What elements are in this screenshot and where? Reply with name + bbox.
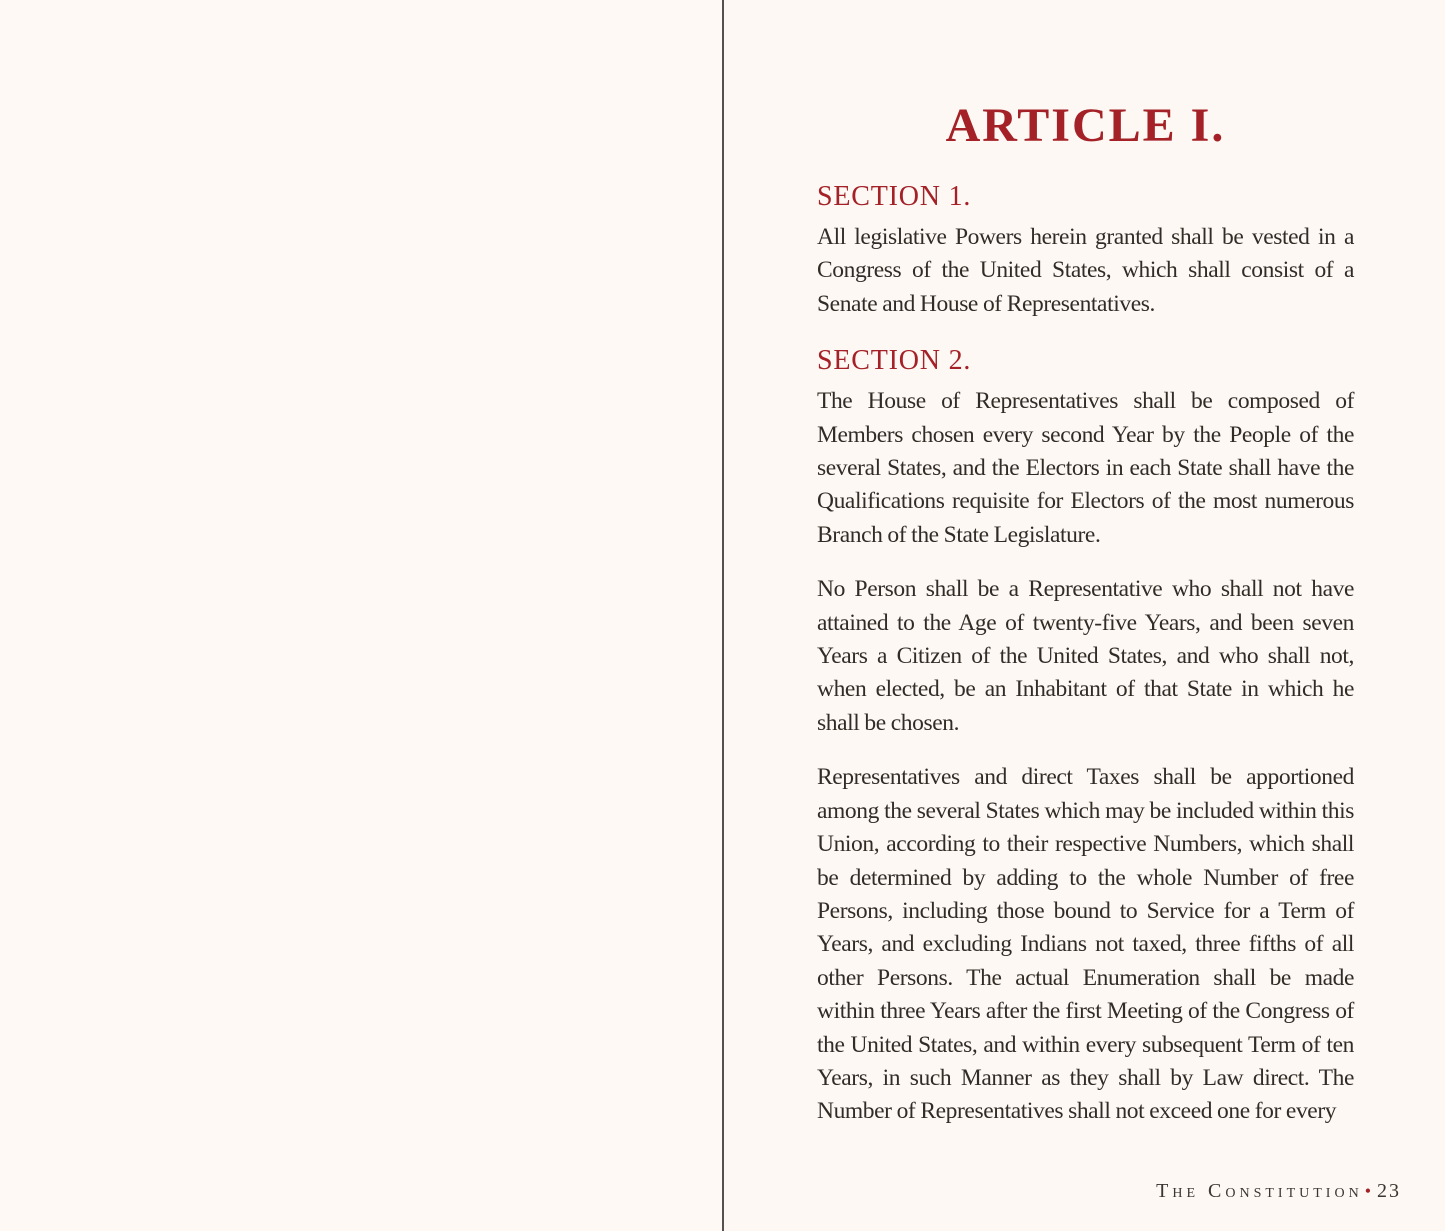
section-2-paragraph-2: No Person shall be a Representative who shall not have attained to the Age of twenty-five Years, and been seven Years a Citizen of the United States, and who shall not, when elected, be an Inhabitant of that State in which he shall be chosen. [817,576,1354,736]
article-title: ARTICLE I. [945,99,1226,152]
section-2-paragraph-3: Representatives and direct Taxes shall be apportioned among the several States which may be included within this Union, according to their respective Numbers, which shall be determined by adding to the whole Number of free Persons, including those bound to Service for a Term of Years, and excluding Indians not taxed, three fifths of all other Persons. The actual Enumeration shall be made within three Years after the first Meeting of the Congress of the United States, and within every subsequent Term of ten Years, in such Manner as they shall by Law direct. The Number of Representatives shall not exceed one for every [817,764,1354,1125]
section-2-paragraph-1: The House of Representatives shall be composed of Members chosen every second Year by the People of the several States, and the Electors in each State shall have the Qualifications requisite for Electors of the most numerous Branch of the State Legislature. [817,388,1354,548]
running-footer [1156,1180,1401,1203]
section-1-paragraph-1: All legislative Powers herein granted shall be vested in a Congress of the United States, which shall consist of a Senate and House of Representatives. [817,224,1354,317]
footer-page-number: 23 [1377,1180,1401,1202]
footer-book-title: The Constitution [1156,1180,1363,1202]
page-content [817,0,1354,1150]
section-2-heading: SECTION 2. [817,345,972,377]
footer-bullet-icon: • [1364,1181,1371,1201]
right-page [724,0,1445,1231]
section-1-heading: SECTION 1. [817,181,972,212]
left-page-blank [0,0,722,1231]
